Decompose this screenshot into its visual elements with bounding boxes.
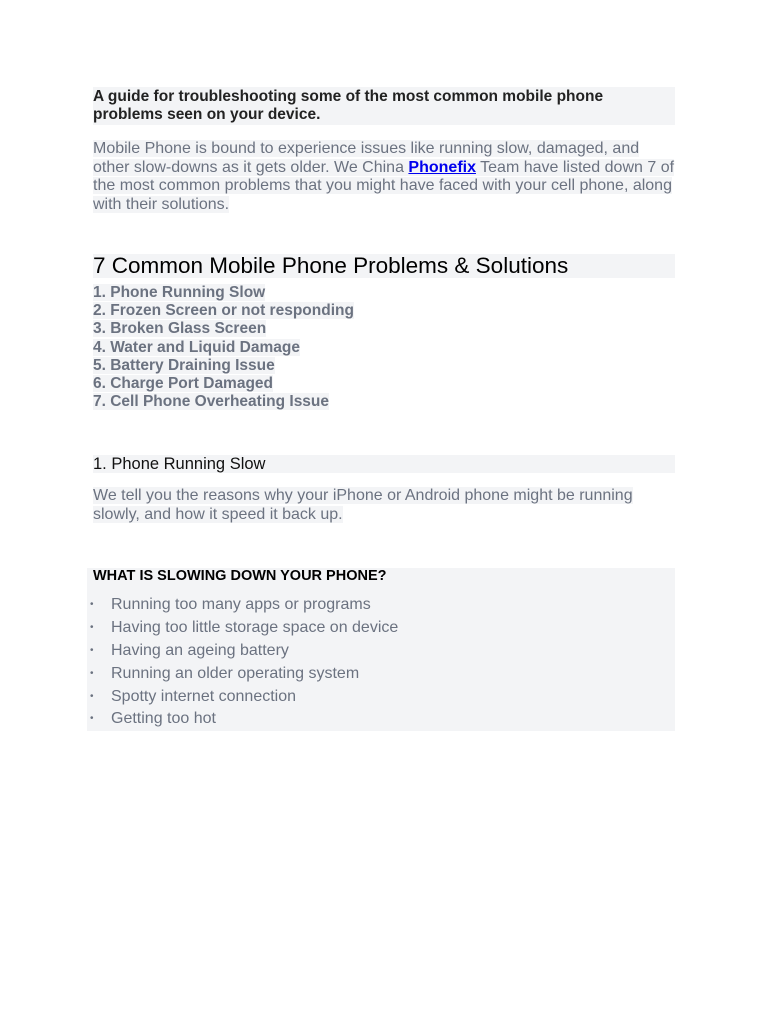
problem-list [93, 284, 675, 411]
list-item: • Having too little storage space on device [111, 617, 675, 640]
slowdown-reasons-box [87, 568, 675, 731]
main-heading: 7 Common Mobile Phone Problems & Solutions [93, 254, 675, 278]
problem-item: 2. Frozen Screen or not responding [93, 302, 354, 320]
problem-item: 4. Water and Liquid Damage [93, 338, 300, 356]
document-content [90, 87, 675, 731]
problem-item: 5. Battery Draining Issue [93, 356, 275, 374]
problem-item: 6. Charge Port Damaged [93, 375, 274, 393]
problem-item: 3. Broken Glass Screen [93, 320, 267, 338]
slowdown-heading: WHAT IS SLOWING DOWN YOUR PHONE? [93, 568, 387, 585]
list-item: • Having an ageing battery [111, 640, 675, 663]
bullet-icon: • [90, 690, 94, 702]
intro-heading: A guide for troubleshooting some of the most common mobile phone problems seen on your device. [93, 87, 675, 125]
intro-paragraph-text [93, 140, 674, 213]
problem-item: 7. Cell Phone Overheating Issue [93, 393, 330, 411]
bullet-icon: • [90, 645, 94, 657]
bullet-icon: • [90, 622, 94, 634]
list-item: • Running too many apps or programs [111, 594, 675, 617]
list-item: • Running an older operating system [111, 663, 675, 686]
slowdown-reasons-list [87, 594, 675, 731]
section-paragraph-text: We tell you the reasons why your iPhone or Android phone might be running slowly, and how it speed it back up. [93, 487, 633, 523]
section-paragraph [93, 487, 675, 524]
bullet-icon: • [90, 713, 94, 725]
intro-paragraph [93, 140, 675, 214]
intro-text-before-link: Mobile Phone is bound to experience issues like running slow, damaged, and other slow-downs as it gets older. We China [93, 140, 640, 176]
phonefix-link[interactable]: Phonefix [408, 158, 476, 176]
list-item: • Spotty internet connection [111, 686, 675, 709]
intro-text-after-link: Team have listed down 7 of the most common problems that you might have faced with your cell phone, along with their solutions. [93, 158, 675, 213]
bullet-icon: • [90, 667, 94, 679]
list-item: • Getting too hot [111, 708, 675, 731]
bullet-icon: • [90, 599, 94, 611]
section-heading-phone-running-slow: 1. Phone Running Slow [93, 455, 675, 473]
problem-item: 1. Phone Running Slow [93, 284, 266, 301]
